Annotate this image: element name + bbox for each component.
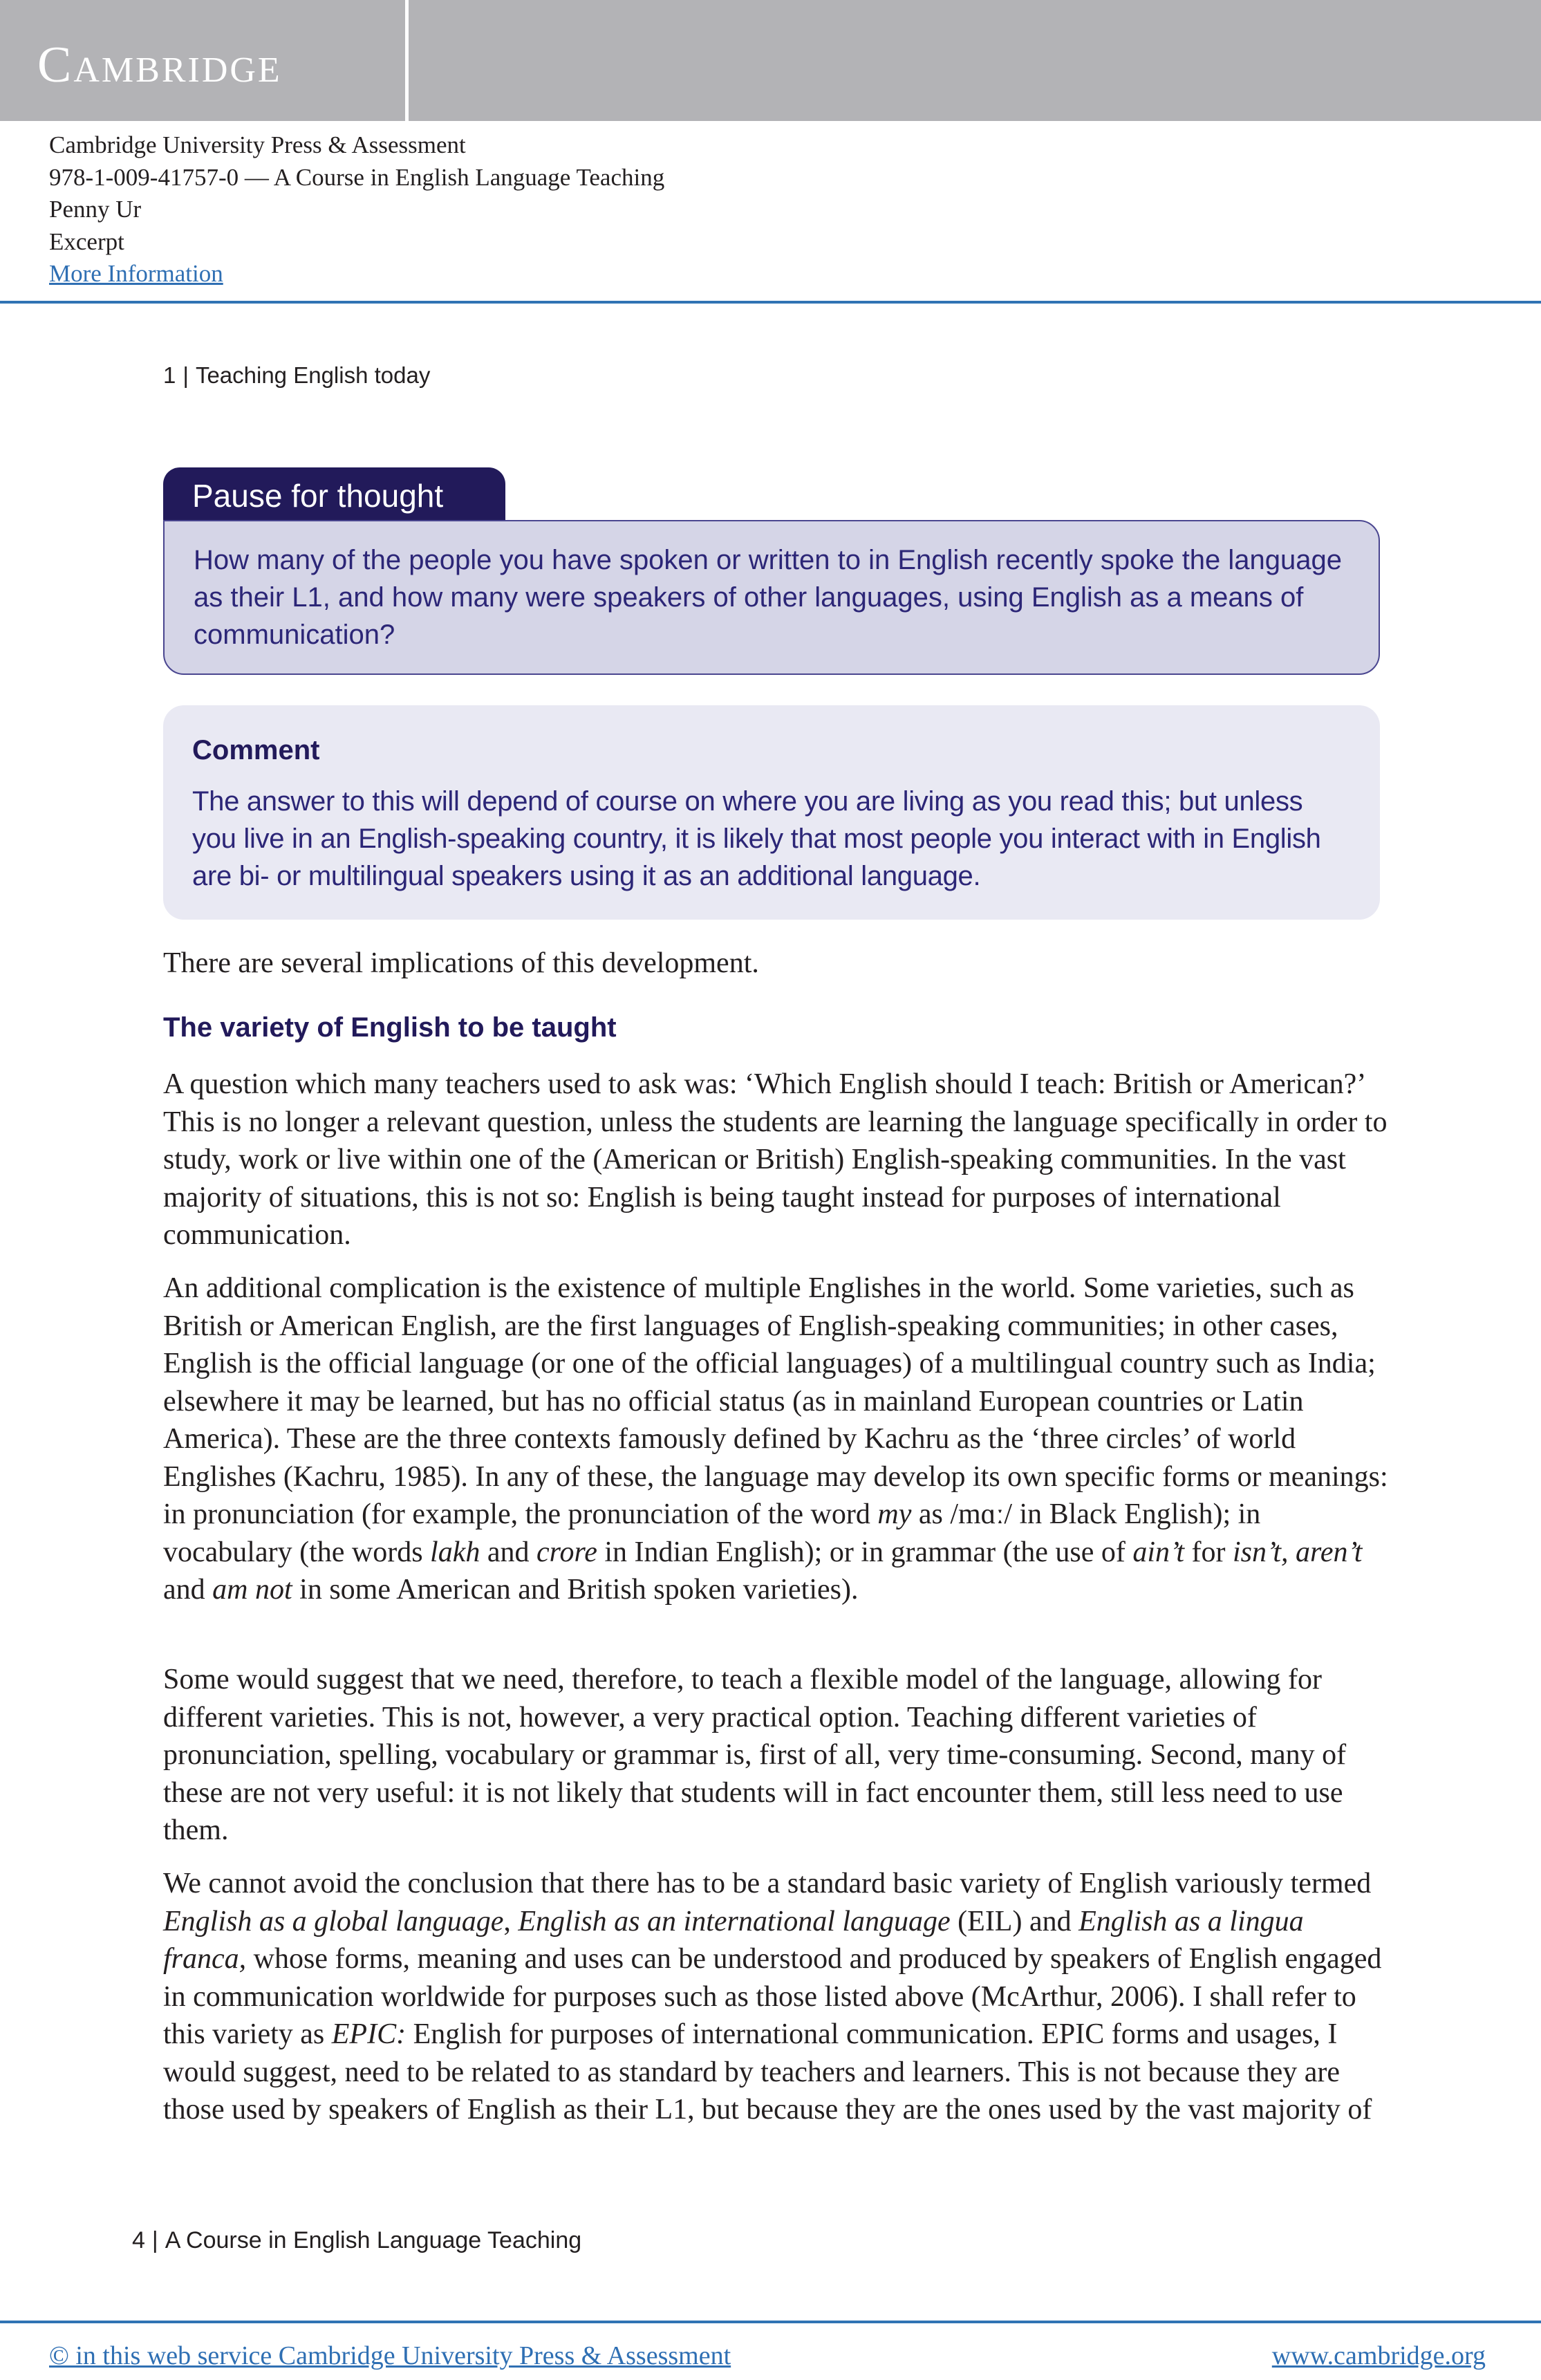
text-run: in Indian English); or in grammar (the use of — [597, 1536, 1133, 1568]
publisher-name: Cambridge University Press & Assessment — [49, 131, 466, 158]
italic-term: EPIC: — [331, 2018, 407, 2050]
italic-term: ain’t — [1132, 1536, 1185, 1568]
book-metadata — [49, 129, 664, 290]
italic-term: my — [877, 1498, 912, 1530]
copyright-link[interactable]: © in this web service Cambridge University Press & Assessment — [49, 2341, 731, 2370]
italic-term: am not — [212, 1574, 292, 1606]
author-name: Penny Ur — [49, 196, 142, 223]
document-type: Excerpt — [49, 227, 124, 255]
cambridge-logo[interactable]: Cambridge — [37, 37, 282, 93]
text-run: (EIL) and — [950, 1905, 1079, 1937]
folio-separator: | — [151, 2227, 158, 2253]
footer-rule — [0, 2321, 1541, 2323]
paragraph-text: Some would suggest that we need, therefore, to teach a flexible model of the language, allowing for different varieties. This is not, however, a very practical option. Teaching different varieties of pronunciation, spelling, vocabulary or grammar is, first of all, very time-consuming. Second, many of these are not very useful: it is not likely that students will in fact encounter them, still less need to use them. — [163, 1664, 1347, 1846]
paragraph-varieties-question — [163, 1066, 1394, 1254]
paragraph-multiple-englishes — [163, 1270, 1394, 1609]
text-run: and — [480, 1536, 537, 1568]
text-run: An additional complication is the existence of multiple Englishes in the world. Some varieties, such as British or American English, are the first languages of English-speaking communities; in other cases, English is the official language (or one of the official languages) of a multilingual country such as India; elsewhere it may be learned, but has no official status (as in mainland European countries or Latin America). These are the three contexts famously defined by Kachru as the ‘three circles’ of world Englishes (Kachru, 1985). In any of these, the language may develop its own specific forms or meanings: in pronunciation (for example, the pronunciation of the word — [163, 1272, 1388, 1530]
banner-divider — [405, 0, 409, 121]
header-rule — [0, 301, 1541, 304]
paragraph-text: A question which many teachers used to ask was: ‘Which English should I teach: British or American?’ This is no longer a relevant question, unless the students are learning the language specifically in order to study, work or live within one of the (American or British) English-speaking communities. In the vast majority of situations, this is not so: English is being taught instead for purposes of international communication. — [163, 1068, 1388, 1251]
page-number: 4 — [132, 2227, 145, 2253]
intro-text: There are several implications of this development. — [163, 947, 759, 979]
comment-box — [163, 705, 1380, 920]
pause-for-thought-label: Pause for thought — [192, 478, 444, 514]
paragraph-text — [163, 1865, 1394, 2129]
isbn-title: 978-1-009-41757-0 — A Course in English Language Teaching — [49, 163, 665, 191]
paragraph-standard-variety — [163, 1865, 1394, 2129]
italic-term: crore — [536, 1536, 597, 1568]
chapter-number: 1 — [163, 362, 176, 388]
text-run: in some American and British spoken varieties). — [292, 1574, 859, 1606]
pause-for-thought-box — [163, 520, 1380, 675]
comment-text: The answer to this will depend of course on where you are living as you read this; but unless you live in an English-speaking country, it is likely that most people you interact with in English are bi- or multilingual speakers using it as an additional language. — [192, 786, 1321, 891]
chapter-title: Teaching English today — [195, 362, 431, 388]
header-banner — [0, 0, 1541, 121]
running-head-separator: | — [183, 362, 189, 388]
running-head — [163, 362, 430, 389]
book-title: A Course in English Language Teaching — [165, 2227, 582, 2253]
page-folio — [132, 2227, 581, 2254]
more-information-link[interactable]: More Information — [49, 260, 223, 287]
text-run: and — [163, 1574, 213, 1606]
italic-term: lakh — [430, 1536, 480, 1568]
text-run: We cannot avoid the conclusion that there has to be a standard basic variety of English variously termed — [163, 1868, 1372, 1899]
intro-paragraph — [163, 945, 1394, 983]
website-link[interactable]: www.cambridge.org — [1271, 2341, 1486, 2370]
italic-term: isn’t, aren’t — [1233, 1536, 1363, 1568]
text-run: , — [503, 1905, 519, 1937]
pause-for-thought-tab — [163, 467, 505, 522]
italic-term: English as a global language — [163, 1905, 504, 1937]
text-run: as /mɑː/ in Black English); in vocabulary (the words — [163, 1498, 1261, 1568]
text-run: whose forms, meaning and uses can be understood and produced by speakers of English engaged in communication worldwide for purposes such as those listed above (McArthur, 2006). I shall refer to this variety as — [163, 1943, 1382, 2050]
paragraph-flexible-model — [163, 1661, 1394, 1850]
comment-title: Comment — [192, 735, 320, 765]
text-run: English for purposes of international communication. EPIC forms and usages, I would suggest, need to be related to as standard by teachers and learners. This is not because they are those used by speakers of English as their L1, but because they are the ones used by the vast majority of — [163, 2018, 1372, 2126]
italic-term: English as a lingua franca, — [163, 1905, 1304, 1975]
pause-for-thought-text: How many of the people you have spoken or written to in English recently spoke the language as their L1, and how many were speakers of other languages, using English as a means of communication? — [194, 545, 1343, 650]
italic-term: English as an international language — [518, 1905, 951, 1937]
section-heading: The variety of English to be taught — [163, 1012, 617, 1043]
paragraph-text — [163, 1270, 1394, 1609]
text-run: for — [1184, 1536, 1233, 1568]
